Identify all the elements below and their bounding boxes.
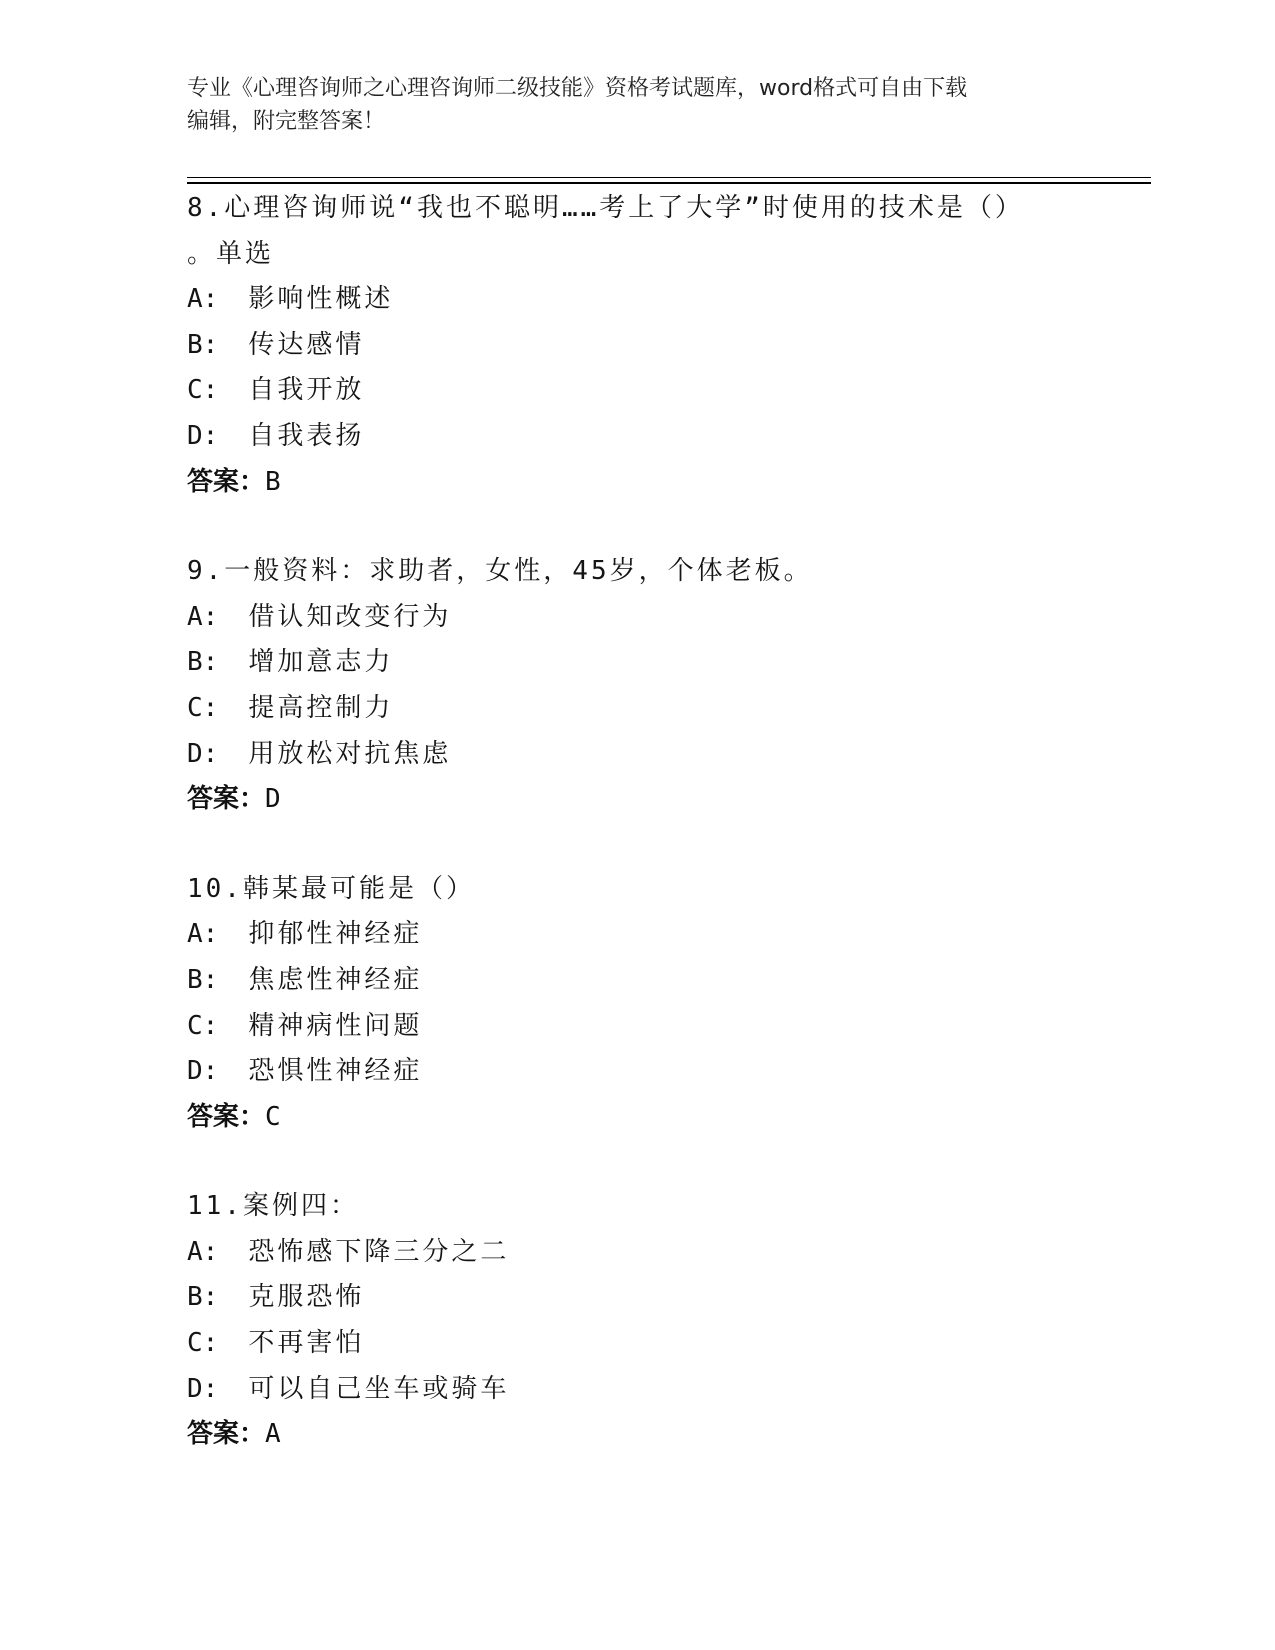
option-d [187,1049,1107,1095]
option-text: 不再害怕 [248,1328,365,1359]
question-stem-line: 。单选 [187,238,275,269]
question-8 [187,186,1107,505]
answer-line [187,777,1107,823]
option-letter: C: [187,692,219,723]
answer-label: 答案： [187,466,266,497]
option-letter: A: [187,1236,219,1267]
option-letter: D: [187,420,219,451]
option-text: 借认知改变行为 [248,601,452,632]
option-text: 可以自己坐车或骑车 [248,1373,510,1404]
option-text: 恐怖感下降三分之二 [248,1236,510,1267]
option-d [187,732,1107,778]
option-text: 用放松对抗焦虑 [248,738,452,769]
option-c [187,1321,1107,1367]
answer-value: B [265,466,281,497]
header-divider-thin [187,177,1151,178]
option-text: 克服恐怖 [248,1282,365,1313]
option-text: 精神病性问题 [248,1010,423,1041]
option-d [187,414,1107,460]
question-stem-line: 8.心理咨询师说“我也不聪明……考上了大学”时使用的技术是（） [187,193,1024,223]
option-letter: D: [187,1056,219,1087]
answer-line [187,1095,1107,1141]
question-stem-line: 11.案例四： [187,1191,359,1222]
header-line-2: 编辑，附完整答案！ [187,109,386,134]
option-letter: B: [187,329,219,360]
option-letter: A: [187,919,219,950]
answer-label: 答案： [187,1101,266,1132]
option-c [187,1004,1107,1050]
question-stem-line: 10.韩某最可能是（） [187,873,475,904]
option-c [187,686,1107,732]
answer-value: D [265,784,281,815]
option-letter: D: [187,1373,219,1404]
option-a [187,595,1107,641]
option-a [187,912,1107,958]
option-b [187,1275,1107,1321]
question-11 [187,1184,1107,1458]
option-letter: B: [187,647,219,678]
question-10 [187,867,1107,1141]
option-text: 传达感情 [248,329,365,360]
answer-label: 答案： [187,784,266,815]
option-letter: A: [187,601,219,632]
option-text: 自我开放 [248,375,365,406]
option-b [187,640,1107,686]
option-text: 提高控制力 [248,692,394,723]
option-text: 抑郁性神经症 [248,919,423,950]
option-text: 影响性概述 [248,284,394,315]
option-letter: A: [187,284,219,315]
option-text: 焦虑性神经症 [248,964,423,995]
header-line-1: 专业《心理咨询师之心理咨询师二级技能》资格考试题库，word格式可自由下载 [187,76,968,101]
option-letter: B: [187,1282,219,1313]
answer-label: 答案： [187,1419,266,1450]
question-9 [187,549,1107,823]
question-stem-line: 9.一般资料：求助者，女性，45岁，个体老板。 [187,556,813,587]
answer-value: A [265,1419,281,1450]
header-divider-thick [187,182,1151,184]
option-letter: C: [187,1328,219,1359]
answer-line [187,1412,1107,1458]
option-b [187,958,1107,1004]
question-list [187,186,1107,1502]
option-text: 恐惧性神经症 [248,1056,423,1087]
answer-value: C [265,1101,281,1132]
option-text: 自我表扬 [248,420,365,451]
option-letter: C: [187,375,219,406]
option-c [187,368,1107,414]
answer-line [187,460,1107,506]
option-text: 增加意志力 [248,647,394,678]
option-letter: B: [187,964,219,995]
option-a [187,1230,1107,1276]
option-a [187,277,1107,323]
option-d [187,1367,1107,1413]
option-letter: D: [187,738,219,769]
option-b [187,323,1107,369]
document-header [187,72,1087,138]
option-letter: C: [187,1010,219,1041]
